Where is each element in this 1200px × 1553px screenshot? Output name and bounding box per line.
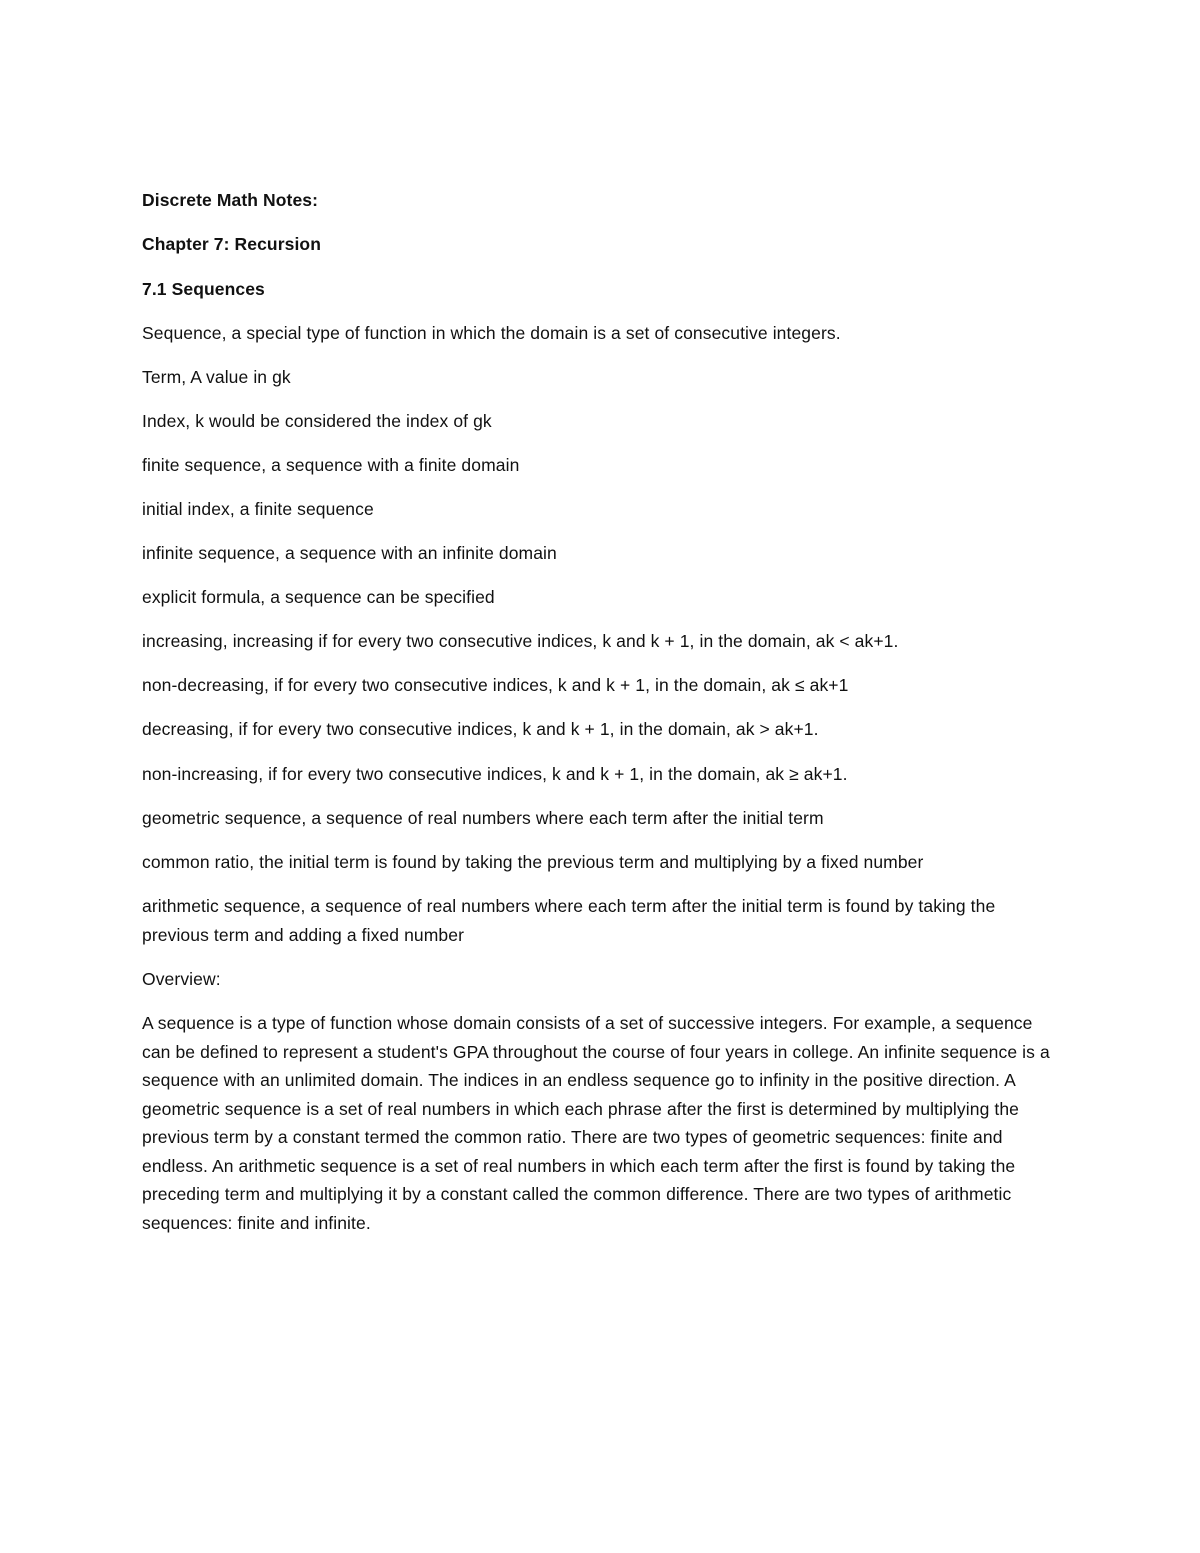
definition-non-increasing: non-increasing, if for every two consecutive indices, k and k + 1, in the domain, ak ≥ ak+1. <box>142 764 848 784</box>
definition-explicit-formula: explicit formula, a sequence can be specified <box>142 587 495 607</box>
definition-non-decreasing: non-decreasing, if for every two consecutive indices, k and k + 1, in the domain, ak ≤ ak+1 <box>142 675 849 695</box>
definition-finite-sequence: finite sequence, a sequence with a finite domain <box>142 455 520 475</box>
definition-common-ratio: common ratio, the initial term is found by taking the previous term and multiplying by a fixed number <box>142 852 924 872</box>
document-title: Discrete Math Notes: <box>142 190 319 210</box>
overview-heading: Overview: <box>142 969 221 989</box>
definition-sequence: Sequence, a special type of function in which the domain is a set of consecutive integers. <box>142 323 841 343</box>
definition-term: Term, A value in gk <box>142 367 291 387</box>
definition-arithmetic-sequence: arithmetic sequence, a sequence of real numbers where each term after the initial term is found by taking the previous term and adding a fixed number <box>142 896 996 945</box>
definition-initial-index: initial index, a finite sequence <box>142 499 374 519</box>
definition-decreasing: decreasing, if for every two consecutive indices, k and k + 1, in the domain, ak > ak+1. <box>142 719 819 739</box>
definition-index: Index, k would be considered the index of gk <box>142 411 492 431</box>
overview-paragraph: A sequence is a type of function whose domain consists of a set of successive integers. For example, a sequence can be defined to represent a student's GPA throughout the course of four years in college. An infinite sequence is a sequence with an unlimited domain. The indices in an endless sequence go to infinity in the positive direction. A geometric sequence is a set of real numbers in which each phrase after the first is determined by multiplying the previous term by a constant termed the common ratio. There are two types of geometric sequences: finite and endless. An arithmetic sequence is a set of real numbers in which each term after the first is found by taking the preceding term and multiplying it by a constant called the common difference. There are two types of arithmetic sequences: finite and infinite. <box>142 1013 1050 1233</box>
chapter-heading: Chapter 7: Recursion <box>142 234 321 254</box>
definition-geometric-sequence: geometric sequence, a sequence of real numbers where each term after the initial term <box>142 808 824 828</box>
section-heading: 7.1 Sequences <box>142 279 265 299</box>
definition-increasing: increasing, increasing if for every two consecutive indices, k and k + 1, in the domain, ak < ak+1. <box>142 631 899 651</box>
definition-infinite-sequence: infinite sequence, a sequence with an infinite domain <box>142 543 557 563</box>
